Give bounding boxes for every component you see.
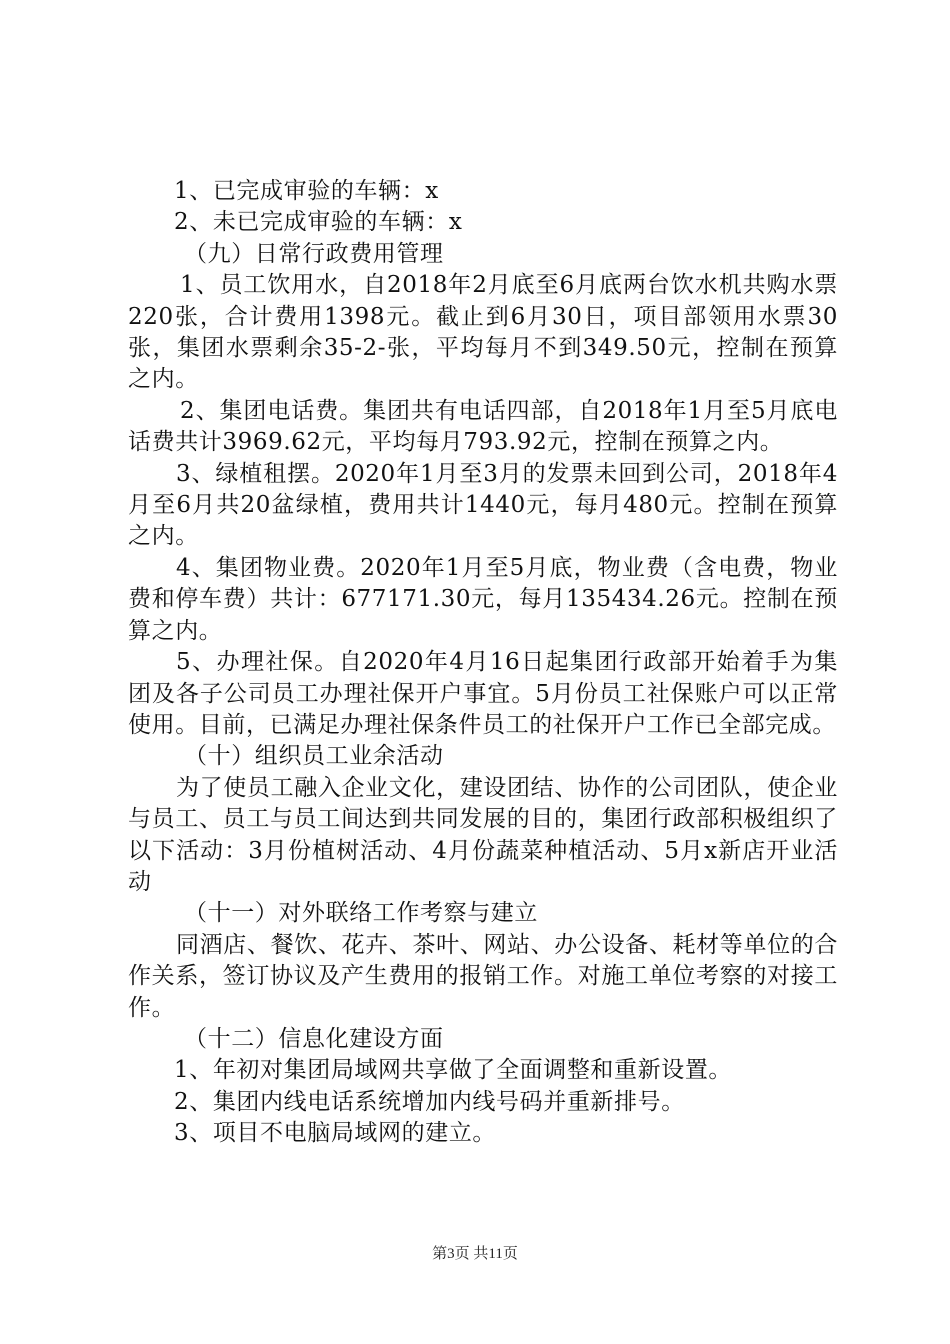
paragraph-social-insurance: 5、办理社保。自2020年4月16日起集团行政部开始着手为集团及各子公司员工办理社保开户事宜。5月份员工社保账户可以正常使用。目前，已满足办理社保条件员工的社保开户工作已全部完成。 [128, 649, 838, 738]
paragraph-vehicles-inspected: 1、已完成审验的车辆：x [174, 178, 439, 204]
paragraph-employee-activities: 为了使员工融入企业文化，建设团结、协作的公司团队，使企业与员工、员工与员工间达到共同发展的目的，集团行政部积极组织了以下活动：3月份植树活动、4月份蔬菜种植活动、5月x新店开业活动 [128, 774, 838, 895]
paragraph-plant-rental: 3、绿植租摆。2020年1月至3月的发票未回到公司，2018年4月至6月共20盆绿植，费用共计1440元，每月480元。控制在预算之内。 [128, 460, 838, 550]
section-heading-12: （十二）信息化建设方面 [184, 1025, 444, 1052]
paragraph-project-lan: 3、项目不电脑局域网的建立。 [174, 1120, 497, 1147]
paragraph-lan-sharing: 1、年初对集团局域网共享做了全面调整和重新设置。 [174, 1057, 733, 1084]
paragraph-external-liaison: 同酒店、餐饮、花卉、茶叶、网站、办公设备、耗材等单位的合作关系，签订协议及产生费用的报销工作。对施工单位考察的对接工作。 [128, 931, 838, 1021]
paragraph-internal-phone: 2、集团内线电话系统增加内线号码并重新排号。 [174, 1088, 685, 1115]
paragraph-telephone-fees: 2、集团电话费。集团共有电话四部，自2018年1月至5月底电话费共计3969.62元，平均每月793.92元，控制在预算之内。 [128, 397, 838, 456]
page-number-footer: 第3页 共11页 [432, 1246, 518, 1262]
paragraph-drinking-water: 1、员工饮用水，自2018年2月底至6月底两台饮水机共购水票220张，合计费用1398元。截止到6月30日，项目部领用水票30张，集团水票剩余35-2-张，平均每月不到349.50元，控制在预算之内。 [128, 272, 838, 393]
section-heading-11: （十一）对外联络工作考察与建立 [184, 900, 538, 927]
section-heading-10: （十）组织员工业余活动 [184, 743, 444, 770]
paragraph-vehicles-not-inspected: 2、未已完成审验的车辆：x [174, 209, 463, 236]
section-heading-9: （九）日常行政费用管理 [184, 240, 444, 267]
document-body [128, 176, 838, 1150]
paragraph-property-fees: 4、集团物业费。2020年1月至5月底，物业费（含电费，物业费和停车费）共计：677171.30元，每月135434.26元。控制在预算之内。 [128, 554, 838, 644]
